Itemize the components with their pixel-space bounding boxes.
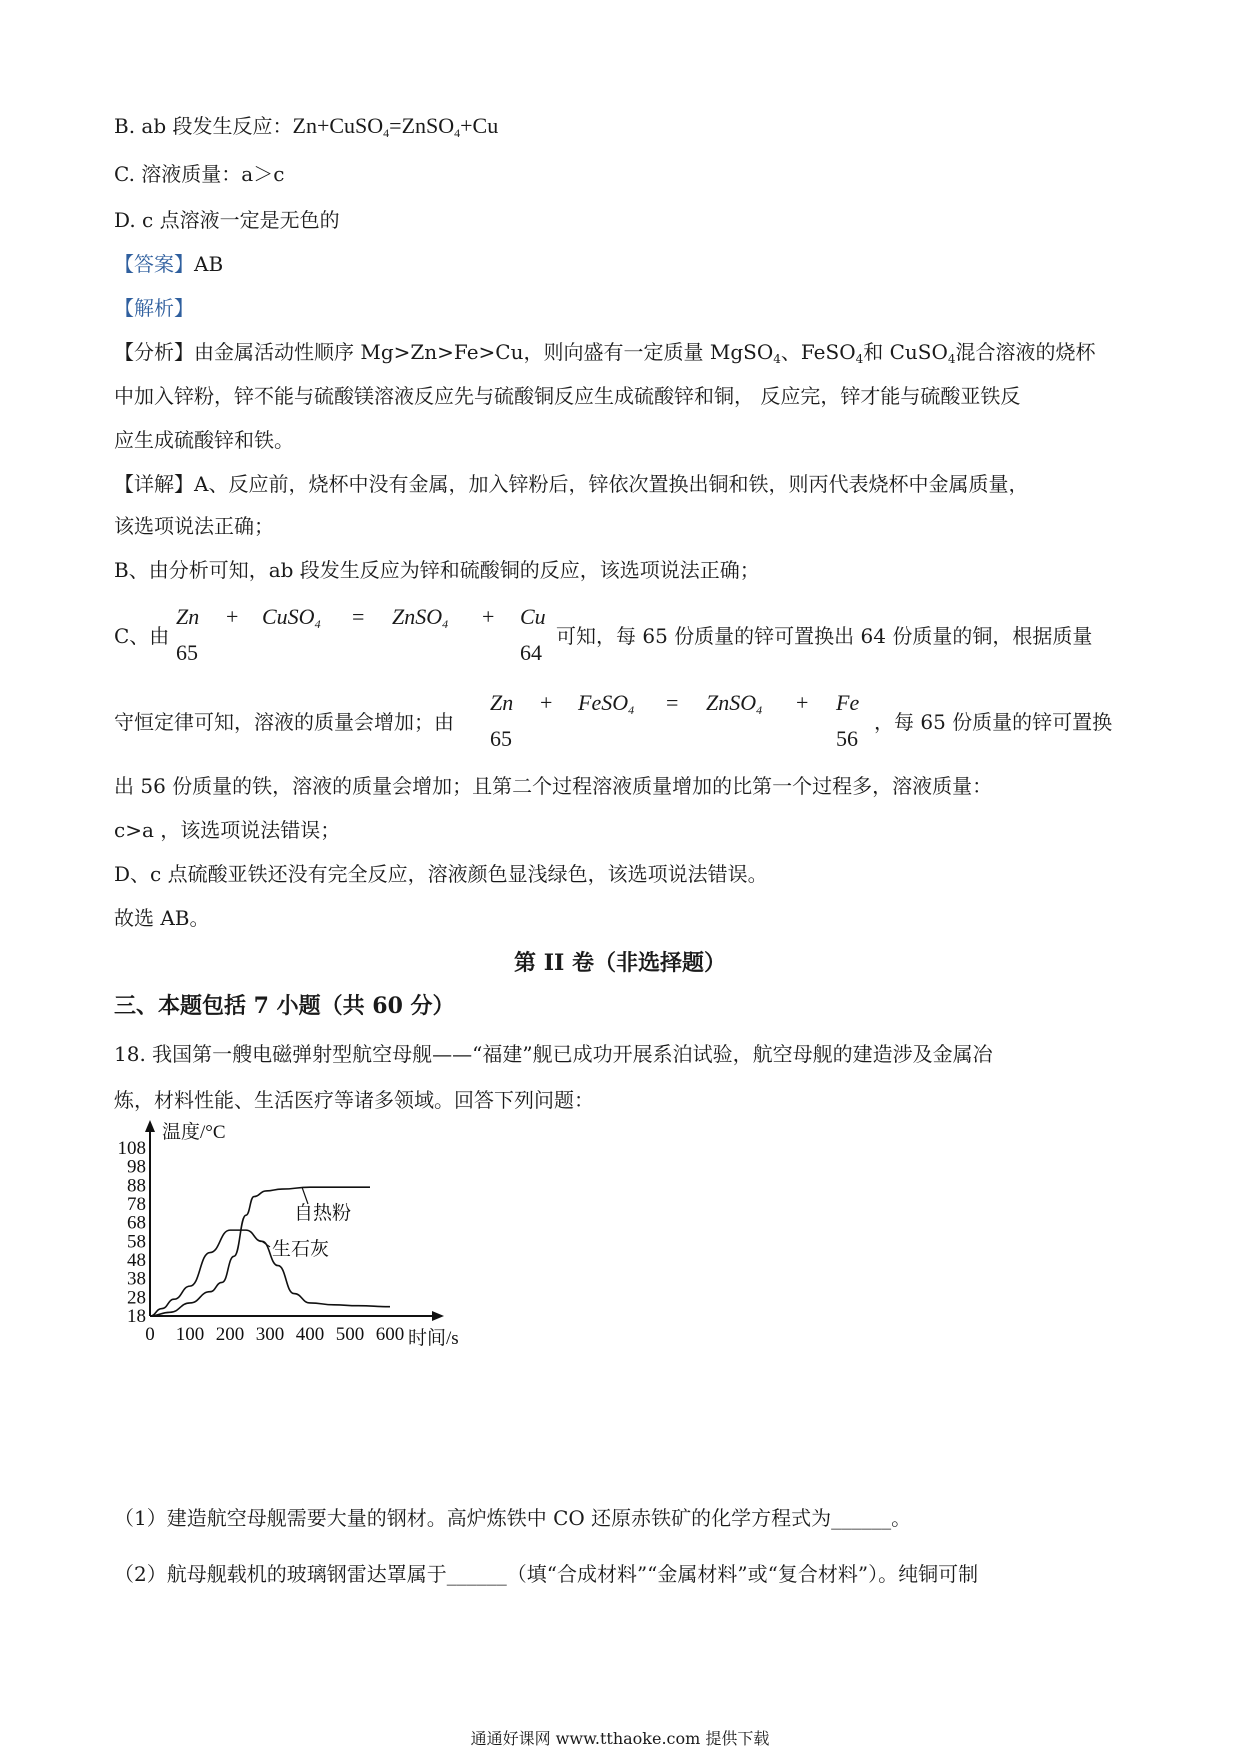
series-label-0: 生石灰 xyxy=(272,1238,330,1260)
volume-heading: 第 II 卷（非选择题） xyxy=(514,950,726,976)
q18-line-1: 18. 我国第一艘电磁弹射型航空母舰——“福建”舰已成功开展系泊试验，航空母舰的建造涉及金属冶 xyxy=(114,1042,993,1066)
y-axis-label: 温度/°C xyxy=(162,1122,226,1143)
detail-line-9: 故选 AB。 xyxy=(114,906,210,930)
detail-line-5-prefix: 守恒定律可知，溶液的质量会增加；由 xyxy=(114,710,454,734)
detail-line-5-suffix: ，每 65 份质量的锌可置换 xyxy=(874,710,1113,734)
detail-c-suffix: 可知，每 65 份质量的锌可置换出 64 份质量的铜，根据质量 xyxy=(556,624,1093,648)
option-b-prefix: B. ab 段发生反应： xyxy=(114,114,293,138)
fenxi-line-1: 【分析】由金属活动性顺序 Mg>Zn>Fe>Cu，则向盛有一定质量 MgSO$_4$、FeSO$_4$和 CuSO$_4$混合溶液的烧杯 xyxy=(114,340,1096,366)
option-d: D. c 点溶液一定是无色的 xyxy=(114,208,340,232)
answer-value: AB xyxy=(194,252,224,276)
x-tick-label: 600 xyxy=(375,1324,405,1345)
option-b-equation: Zn+CuSO$_4$=ZnSO$_4$+Cu xyxy=(292,113,499,140)
detail-line-6: 出 56 份质量的铁，溶液的质量会增加；且第二个过程溶液质量增加的比第一个过程多，溶液质量： xyxy=(114,774,993,798)
y-tick-label: 98 xyxy=(127,1156,146,1178)
y-axis-arrow xyxy=(145,1120,155,1132)
option-c: C. 溶液质量：a＞c xyxy=(114,162,285,186)
footer: 通通好课网 www.tthaoke.com 提供下载 xyxy=(470,1729,770,1748)
x-tick-label: 400 xyxy=(295,1324,325,1345)
x-tick-label: 500 xyxy=(335,1324,365,1345)
y-tick-label: 38 xyxy=(127,1268,146,1290)
y-tick-label: 18 xyxy=(127,1306,146,1327)
y-tick-label: 48 xyxy=(127,1250,146,1271)
y-tick-label: 78 xyxy=(127,1194,146,1215)
y-tick-label: 68 xyxy=(127,1212,146,1234)
detail-c-prefix: C、由 xyxy=(114,624,170,648)
x-tick-label: 0 xyxy=(145,1324,155,1345)
detail-line-8: D、c 点硫酸亚铁还没有完全反应，溶液颜色显浅绿色，该选项说法错误。 xyxy=(114,862,768,886)
temperature-chart xyxy=(110,1120,490,1370)
detail-line-3: B、由分析可知，ab 段发生反应为锌和硫酸铜的反应，该选项说法正确； xyxy=(114,558,760,582)
detail-line-1: 【详解】A、反应前，烧杯中没有金属，加入锌粉后，锌依次置换出铜和铁，则丙代表烧杯中金属质量， xyxy=(114,472,1029,496)
analysis-label: 【解析】 xyxy=(114,296,194,320)
x-axis-arrow xyxy=(432,1311,444,1321)
detail-line-7: c>a ，该选项说法错误； xyxy=(114,818,341,842)
q18-line-2: 炼，材料性能、生活医疗等诸多领域。回答下列问题： xyxy=(114,1088,594,1112)
series-label-1: 自热粉 xyxy=(294,1202,352,1224)
fenxi-line-2: 中加入锌粉，锌不能与硫酸镁溶液反应先与硫酸铜反应生成硫酸锌和铜， 反应完，锌才能与硫酸亚铁反 xyxy=(114,384,1021,408)
x-tick-label: 300 xyxy=(255,1324,285,1345)
q18-part-2: （2）航母舰载机的玻璃钢雷达罩属于______（填“合成材料”“金属材料”或“复合材料”）。纯铜可制 xyxy=(114,1562,979,1586)
y-tick-label: 88 xyxy=(127,1175,146,1197)
y-tick-label: 58 xyxy=(127,1231,146,1253)
leader-line-1 xyxy=(302,1187,308,1204)
detail-line-2: 该选项说法正确； xyxy=(114,514,274,538)
option-b xyxy=(114,112,498,147)
x-axis-label: 时间/s xyxy=(408,1328,459,1349)
answer-label: 【答案】 xyxy=(114,252,194,276)
x-tick-label: 200 xyxy=(215,1324,245,1345)
part-heading: 三、本题包括 7 小题（共 60 分） xyxy=(114,993,455,1019)
fenxi-line-3: 应生成硫酸锌和铁。 xyxy=(114,428,294,452)
leader-line-0 xyxy=(262,1241,270,1247)
x-tick-label: 100 xyxy=(175,1324,205,1345)
q18-part-1: （1）建造航空母舰需要大量的钢材。高炉炼铁中 CO 还原赤铁矿的化学方程式为______。 xyxy=(114,1506,912,1530)
y-tick-label: 108 xyxy=(117,1138,146,1159)
answer xyxy=(114,250,223,278)
y-tick-label: 28 xyxy=(127,1287,146,1309)
